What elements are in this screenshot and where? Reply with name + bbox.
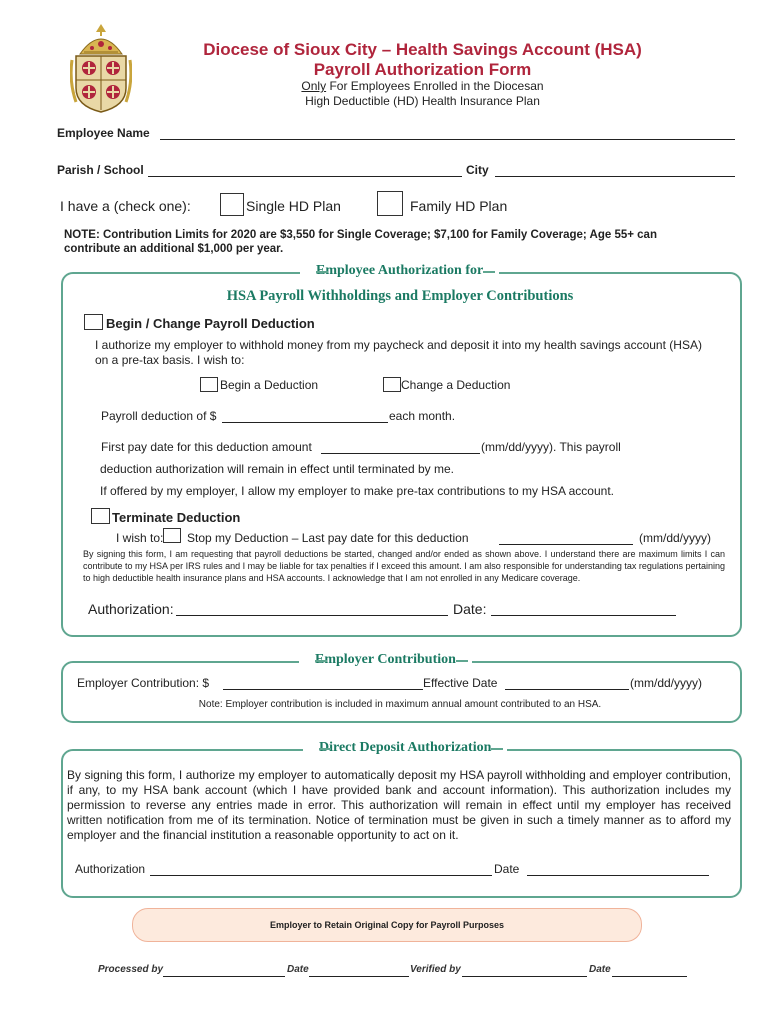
diocese-crest-logo — [70, 22, 132, 114]
city-field[interactable] — [495, 163, 735, 177]
first-pay-date-field[interactable] — [321, 440, 480, 454]
employee-signature-field[interactable] — [176, 601, 448, 616]
check-one-label: I have a (check one): — [60, 198, 191, 214]
employer-contribution-text: Employer Contribution — [77, 676, 196, 690]
deposit-signature-field[interactable] — [150, 862, 492, 876]
begin-deduction-checkbox[interactable] — [200, 377, 218, 392]
authorize-text: I authorize my employer to withhold money from my paycheck and deposit it into my health savings account (HSA) on a pre-tax basis. I wish to: — [95, 338, 702, 367]
employee-date-field[interactable] — [491, 601, 676, 616]
parish-school-label: Parish / School — [57, 163, 144, 177]
i-wish-to-label: I wish to: — [116, 531, 164, 545]
effective-date-label: Effective Date — [423, 676, 498, 690]
employer-contribution-note: Note: Employer contribution is included in maximum annual amount contributed to an HSA. — [198, 699, 602, 710]
employee-name-field[interactable] — [160, 126, 735, 140]
direct-deposit-text: By signing this form, I authorize my employer to automatically deposit my HSA payroll withholding and employer contribution, if any, to my HSA bank account (which I have provided bank and account information). This authorization includes my permission to reverse any entries made in error. This authorization will remain in effect until my employer has received written notification from me of its termination. Notice of termination must be given in such a timely manner as to afford my employer and the financial institution a reasonable opportunity to act on it. — [67, 768, 731, 842]
payroll-deduction-amount-field[interactable] — [222, 409, 388, 423]
single-plan-checkbox[interactable] — [220, 193, 244, 216]
change-deduction-label: Change a Deduction — [401, 378, 511, 392]
single-plan-label: Single HD Plan — [246, 198, 341, 214]
terminate-label: Terminate Deduction — [112, 510, 241, 525]
processed-by-field[interactable] — [163, 964, 285, 977]
retain-copy-banner: Employer to Retain Original Copy for Payroll Purposes — [132, 908, 642, 942]
verified-date-field[interactable] — [612, 964, 687, 977]
effective-date-field[interactable] — [505, 676, 629, 690]
employee-name-label: Employee Name — [57, 126, 150, 140]
employee-authorization-label: Authorization: — [88, 601, 174, 617]
subtitle-rest: For Employees Enrolled in the Diocesan — [326, 79, 544, 93]
processed-date-field[interactable] — [309, 964, 409, 977]
family-plan-label: Family HD Plan — [410, 198, 508, 214]
subtitle-line2: High Deductible (HD) Health Insurance Plan — [305, 94, 540, 108]
deposit-authorization-label: Authorization — [75, 862, 146, 876]
family-plan-checkbox[interactable] — [377, 191, 403, 216]
form-title-line1: Diocese of Sioux City – Health Savings Account (HSA) — [203, 40, 642, 59]
only-text: Only — [301, 79, 327, 93]
processed-date-label: Date — [287, 964, 309, 975]
first-pay-date-label: First pay date for this deduction amount — [101, 440, 312, 454]
deposit-date-label: Date — [494, 862, 520, 876]
pretax-contributions-text: If offered by my employer, I allow my employer to make pre-tax contributions to my HSA account. — [100, 484, 614, 498]
subtitle-line1 — [150, 79, 695, 94]
employer-contribution-box — [61, 661, 742, 723]
employer-contribution-amount-field[interactable] — [223, 676, 423, 690]
verified-date-label: Date — [589, 964, 611, 975]
payroll-deduction-label: Payroll deduction of $ — [101, 409, 217, 423]
processed-by-label: Processed by — [98, 964, 164, 975]
begin-change-checkbox[interactable] — [84, 314, 103, 330]
city-label: City — [466, 163, 489, 177]
signing-acknowledgement-text: By signing this form, I am requesting that payroll deductions be started, changed and/or ended as shown above. I understand there are maximum limits I can contribute to my HSA per IRS rules and I may be liable for tax penalties if I exceed this amount. I am also responsible for understanding tax regulations pertaining to high deductible health insurance plans and HSA accounts. I acknowledge that I am not enrolled in any Medicare coverage. — [83, 549, 725, 583]
contribution-limits-note: NOTE: Contribution Limits for 2020 are $3,550 for Single Coverage; $7,100 for Family Coverage; Age 55+ can contribute an additional $1,000 per year. — [64, 229, 657, 255]
direct-deposit-title: Direct Deposit Authorization — [303, 740, 507, 756]
employer-contribution-title: Employer Contribution — [299, 652, 472, 668]
first-pay-date-suffix: (mm/dd/yyyy). This payroll — [481, 440, 621, 454]
remain-in-effect-text: deduction authorization will remain in effect until terminated by me. — [100, 462, 454, 476]
effective-date-format: (mm/dd/yyyy) — [630, 676, 702, 690]
terminate-checkbox[interactable] — [91, 508, 110, 524]
parish-school-field[interactable] — [148, 163, 462, 177]
deposit-date-field[interactable] — [527, 862, 709, 876]
last-pay-date-format: (mm/dd/yyyy) — [639, 531, 711, 545]
begin-change-label: Begin / Change Payroll Deduction — [106, 316, 315, 331]
verified-by-field[interactable] — [462, 964, 587, 977]
employee-date-label: Date: — [453, 601, 487, 617]
change-deduction-checkbox[interactable] — [383, 377, 401, 392]
form-title-line2: Payroll Authorization Form — [313, 60, 532, 79]
dollar-prefix: : $ — [195, 676, 210, 690]
stop-deduction-checkbox[interactable] — [163, 528, 181, 543]
each-month-label: each month. — [389, 409, 456, 423]
employee-authorization-title: Employee Authorization for — [300, 263, 499, 279]
hsa-withholdings-heading: HSA Payroll Withholdings and Employer Contributions — [226, 288, 574, 304]
stop-deduction-label: Stop my Deduction – Last pay date for this deduction — [187, 531, 469, 545]
begin-deduction-label: Begin a Deduction — [220, 378, 319, 392]
verified-by-label: Verified by — [410, 964, 461, 975]
last-pay-date-field[interactable] — [499, 531, 633, 545]
employer-contribution-label — [77, 676, 209, 690]
